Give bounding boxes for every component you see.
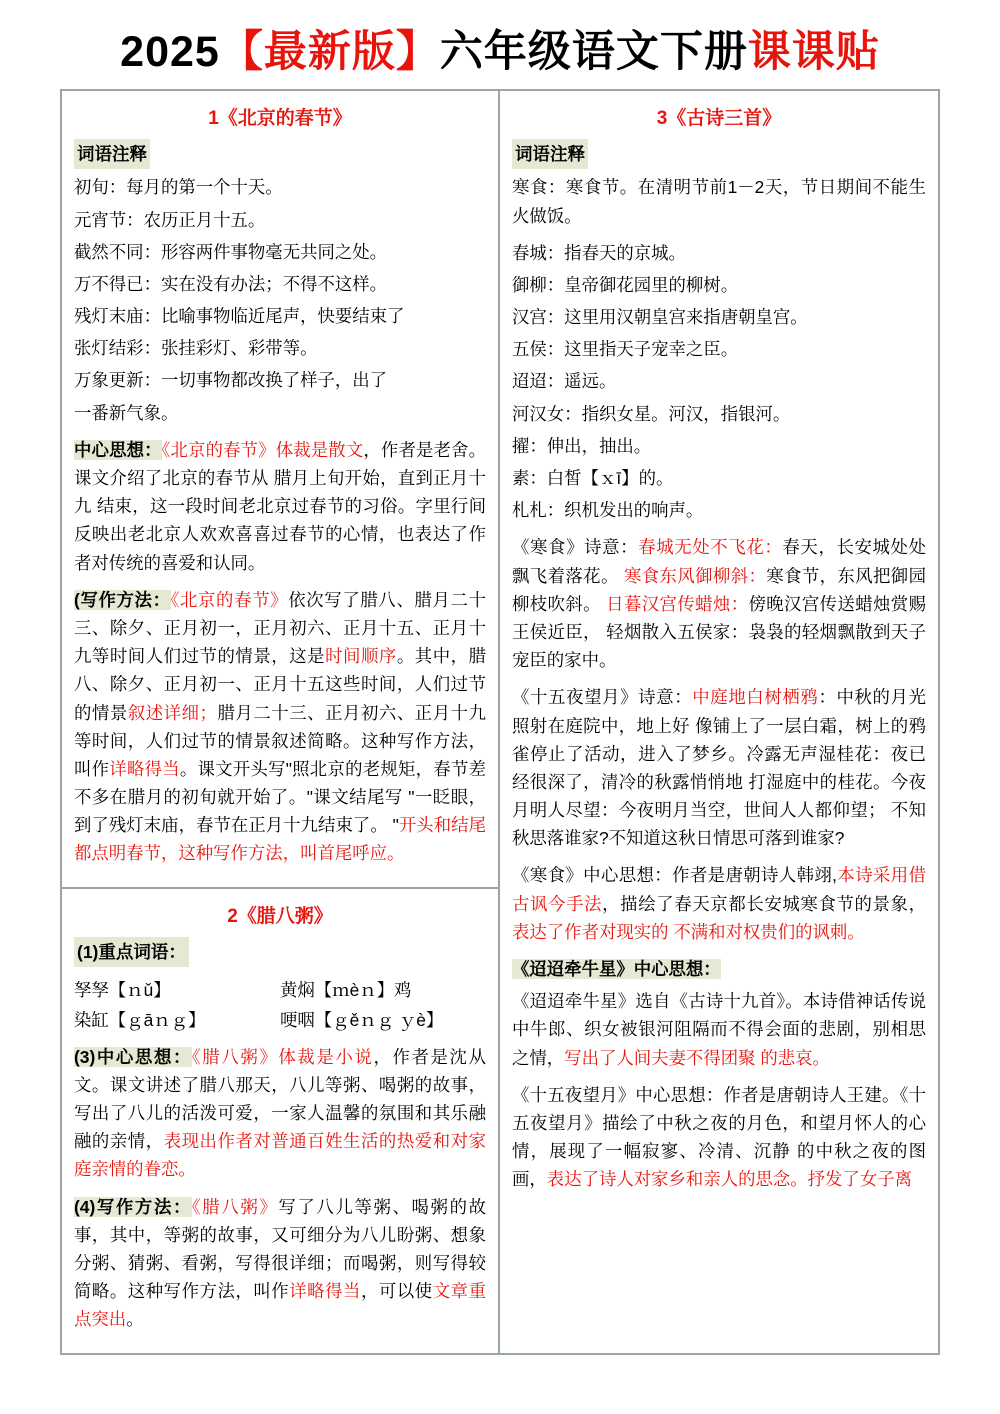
word-item: 截然不同：形容两件事物毫无共同之处。 [74,241,388,262]
word-item: 一番新气象。 [74,402,179,423]
idea-niulang-label [512,955,926,983]
word-item: 万象更新：一切事物都改换了样子，出了 [74,370,388,391]
idea-1-red-2: 表达了作者对现实的 不满和对权贵们的讽刺。 [512,921,865,942]
idea-1-text-1: 作者是唐朝诗人韩翊, [672,865,838,886]
key-words-label: (1)重点词语： [74,937,189,967]
word-item: 迢迢：遥远。 [512,371,617,392]
word-item: 张灯结彩：张挂彩灯、彩带等。 [74,338,318,359]
central-idea-red-1: 《腊八粥》体裁是小说 [191,1046,374,1067]
poem-2-meaning [512,683,926,852]
writing-text-1: 写了八儿等粥、喝粥的故事，其中，等粥的故事，又可细分为八儿盼粥、想象分粥、猜粥、看粥，写得很详细；而喝粥，则写得较简略。这种写作方法，叫作 [74,1196,486,1302]
word-item-hanshi: 寒食：寒食节。在清明节前1－2天，节日期间不能生火做饭。 [512,177,926,226]
section-2-writing-method [74,1193,486,1334]
idea-niulang-body [512,987,926,1072]
section-3-heading: 3《古诗三首》 [656,108,782,129]
poem-1-red-3: 日暮汉宫传蜡烛： [606,593,749,614]
poem-2-text-1: ：中秋的月光照射在庭院中，地上好 像铺上了一层白霜，树上的鸦雀停止了活动，进入了梦乡。冷露无声湿桂花：夜已经很深了，清冷的秋露悄悄地 打湿庭中的桂花。今夜月明人尽望：今夜明月当空，世间人人都仰望； 不知秋思落谁家?不知道这秋日情思可落到谁家? [512,687,926,849]
writing-text-2: 。其中，腊八、除夕、正月初一、正月十五这些时间，人们过节的情景 [74,646,486,723]
right-column [500,91,938,1353]
section-1-words-label [74,139,486,169]
writing-text-2: ，可以使 [360,1281,433,1302]
word-notes-label: 词语注释 [512,139,588,169]
poem-1-text-1: 春天，长安城处处飘飞着落花。 [512,537,926,586]
word-item: 汉宫：这里用汉朝皇宫来指唐朝皇宫。 [512,307,808,328]
idea-wangyue [512,1081,926,1194]
poem-1-red-2: 寒食东风御柳斜： [623,565,767,586]
writing-text-1: 依次写了腊八、腊月二十三、除夕、正月初一，正月初六、正月十五、正月十九等时间人们过节的情景，这是 [74,589,486,667]
section-2-heading: 2《腊八粥》 [227,905,333,927]
idea-2-label: 《迢迢牵牛星》中心思想： [512,959,721,980]
central-idea-text-1: ，作者是沈从文。课文讲述了腊八那天，八儿等粥、喝粥的故事，写出了八儿的活泼可爱，一家人温馨的氛围和其乐融融的亲情， [74,1046,486,1152]
idea-2-text-1: 《迢迢牵牛星》选自《古诗十九首》。本诗借神话传说中牛郎、织女被银河阻隔而不得会面的悲剧，别相思 之情， [512,991,926,1068]
content-columns [60,89,940,1355]
title-suffix: 课课贴 [747,28,880,76]
writing-red-1: 《腊八粥》 [191,1196,279,1217]
section-1-writing-method [74,586,486,868]
poem-1-red-1: 春城无处不飞花： [638,537,783,558]
word-notes-label: 词语注释 [74,139,150,169]
central-idea-text: ，作者是老舍。课文介绍了北京的春节从 腊月上旬开始，直到正月十九 结束，这一段时间老北京过春节的习俗。字里行间反映出老北京人欢欢喜喜过春节的心情，也表达了作者对传统的喜爱和认同。 [74,439,486,573]
section-2-keywords-label [74,937,486,967]
writing-red-3: 文章重点突出 [74,1281,486,1330]
pinyin-cell: 黄焖【ｍèｎ】鸡 [280,980,412,1000]
word-item: 札札：织机发出的响声。 [512,500,704,521]
title-year: 2025 [120,28,220,76]
pinyin-row [74,977,486,1005]
writing-red-4: 详略得当 [109,758,180,779]
writing-method-label: (4)写作方法： [74,1196,192,1217]
section-3-words-label [512,139,926,169]
writing-method-label: (写作方法： [74,589,171,610]
page-title [0,0,1000,89]
pinyin-cell: 染缸【ｇāｎｇ】 [74,1009,206,1030]
word-item: 春城：指春天的京城。 [512,242,686,263]
poem-2-red-1: 中庭地白树栖鸦 [692,687,819,708]
word-item: 御柳：皇帝御花园里的柳树。 [512,274,739,295]
central-idea-label: 中心思想： [74,439,162,460]
word-item: 擢：伸出，抽出。 [512,435,652,456]
poem-1-text-3: 傍晚汉宫传送蜡烛赏赐王侯近臣， 轻烟散入五侯家：袅袅的轻烟飘散到天子宠臣的家中。 [512,593,926,671]
idea-2-red-1: 写出了人间夫妻不得团聚 的悲哀。 [564,1047,830,1068]
central-idea-red: 《北京的春节》体裁是散文 [161,439,364,460]
central-idea-label: (3)中心思想： [74,1046,192,1067]
title-edition: 【最新版】 [219,28,440,76]
word-item: 初旬：每月的第一个十天。 [74,177,283,198]
section-1-central-idea [74,436,486,577]
idea-3-label: 《十五夜望月》中心思想： [512,1084,724,1105]
poem-1-meaning [512,533,926,674]
writing-text-3: 腊月二十三、正月初六、正月十九等时间，人们过节的情景叙述简略。这种写作方法，叫作 [74,702,486,779]
poem-1-text-2: 寒食节，东风把御园柳枝吹斜。 [512,565,926,614]
section-three-ancient-poems [500,91,938,1213]
idea-3-red-1: 表达了诗人对家乡和亲人的思念。抒发了女子离 [546,1169,913,1190]
pinyin-cell: 孥孥【ｎǔ】 [74,980,171,1000]
section-beijing-spring-festival [62,91,498,887]
idea-1-label: 《寒食》中心思想： [512,865,673,886]
word-item: 五侯：这里指天子宠幸之臣。 [512,339,739,360]
idea-hanshi [512,861,926,946]
writing-red-1: 《北京的春节》 [170,589,289,610]
section-laba-porridge [62,887,498,1353]
idea-1-red-1: 本诗采用借古讽今手法 [512,865,926,914]
writing-red-5: 开头和结尾都点明春节，这种写作方法，叫首尾呼应。 [74,815,486,864]
word-item: 万不得已：实在没有办法；不得不这样。 [74,273,388,294]
idea-1-text-2: ，描绘了春天京都长安城寒食节的景象， [602,893,926,914]
writing-red-2: 时间顺序 [325,646,397,667]
idea-3-text-1: 作者是唐朝诗人王建。《十五夜望月》描绘了中秋之夜的月色，和望月怀人的心情，展现了一幅寂寥、冷清、沉静 的中秋之夜的图画， [512,1084,926,1190]
writing-text-3: 。 [126,1309,144,1330]
left-column [62,91,500,1353]
pinyin-cell: 哽咽【ｇěｎｇ ｙè】 [280,1009,444,1030]
word-item: 素：白皙【ｘī】的。 [512,468,674,489]
poem-2-label: 《十五夜望月》诗意： [512,687,693,708]
word-item: 河汉女：指织女星。河汉，指银河。 [512,403,791,424]
section-2-central-idea [74,1043,486,1184]
central-idea-red-2: 表现出作者对普通百姓生活的热爱和对家庭亲情的眷恋。 [74,1131,486,1180]
title-grade: 六年级语文下册 [439,28,748,76]
section-1-heading: 1《北京的春节》 [208,108,352,129]
pinyin-row [74,1007,486,1035]
word-item: 残灯末庙：比喻事物临近尾声，快要结束了 [74,306,405,327]
poem-1-label: 《寒食》诗意： [512,537,639,558]
writing-red-3: 叙述详细； [127,702,217,723]
writing-text-4: 。课文开头写"照北京的老规矩，春节差不多在腊月的初旬就开始了。"课文结尾写 "一眨眼，到了残灯末庙，春节在正月十九结束了。 " [74,758,486,836]
writing-red-2: 详略得当 [289,1281,361,1302]
word-item: 元宵节：农历正月十五。 [74,209,266,230]
